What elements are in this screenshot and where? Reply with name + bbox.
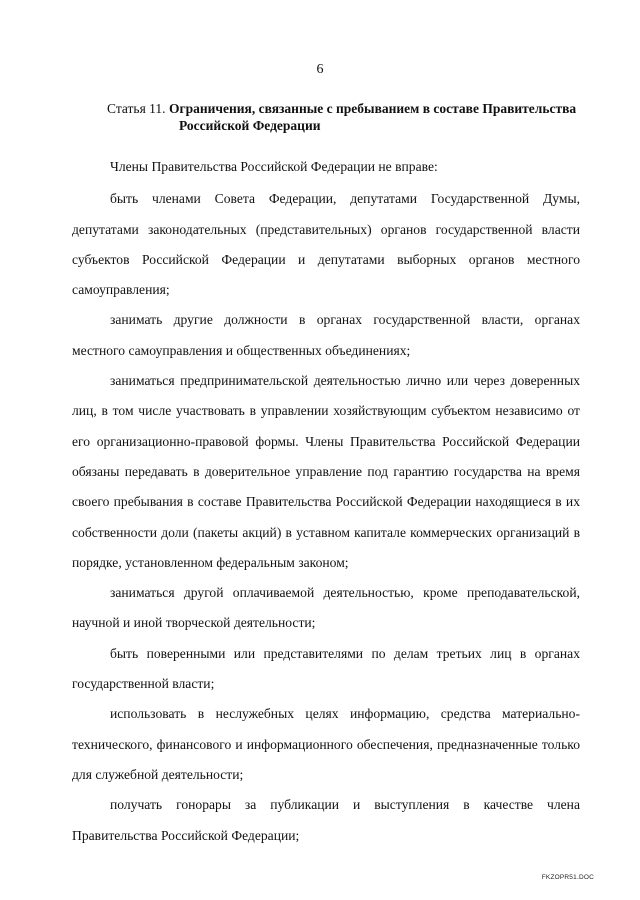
page-number: 6 — [316, 62, 324, 77]
paragraph-paid-activity: заниматься другой оплачиваемой деятельностью, кроме преподавательской, научной и иной творческой деятельности; — [72, 585, 580, 631]
paragraph-third-parties: быть поверенными или представителями по делам третьих лиц в органах государственной власти; — [72, 645, 580, 692]
paragraph-business-activity: заниматься предпринимательской деятельностью лично или через доверенных лиц, в том числе участвовать в управлении хозяйствующим субъектом независимо от его организационно-правовой формы. Члены Правительства Российской Федерации обязаны передавать в доверительное управление под гарантию государства на время своего пребывания в составе Правительства Российской Федерации находящиеся в их собственности доли (пакеты акций) в уставном капитале коммерческих организаций в порядке, установленном федеральным законом; — [72, 373, 580, 570]
article-body — [72, 152, 580, 851]
paragraph-fees: получать гонорары за публикации и выступления в качестве члена Правительства Российской Федерации; — [72, 797, 580, 843]
article-title-line-1: Ограничения, связанные с пребыванием в составе Правительства — [168, 101, 577, 116]
article-title-line-2: Российской Федерации — [179, 118, 321, 133]
paragraph-other-positions: занимать другие должности в органах государственной власти, органах местного самоуправления и общественных объединениях; — [72, 312, 580, 358]
paragraph-federation-council: быть членами Совета Федерации, депутатами Государственной Думы, депутатами законодательных (представительных) органов государственной власти субъектов Российской Федерации и депутатами выборных органов местного самоуправления; — [72, 191, 580, 298]
paragraph-intro: Члены Правительства Российской Федерации не вправе: — [110, 159, 438, 174]
article-header — [107, 100, 587, 134]
document-file-code: FKZOPR51.DOC — [541, 874, 594, 881]
paragraph-resources-use: использовать в неслужебных целях информацию, средства материально-технического, финансового и информационного обеспечения, предназначенные только для служебной деятельности; — [72, 706, 580, 782]
article-number: Статья 11. — [107, 101, 166, 116]
